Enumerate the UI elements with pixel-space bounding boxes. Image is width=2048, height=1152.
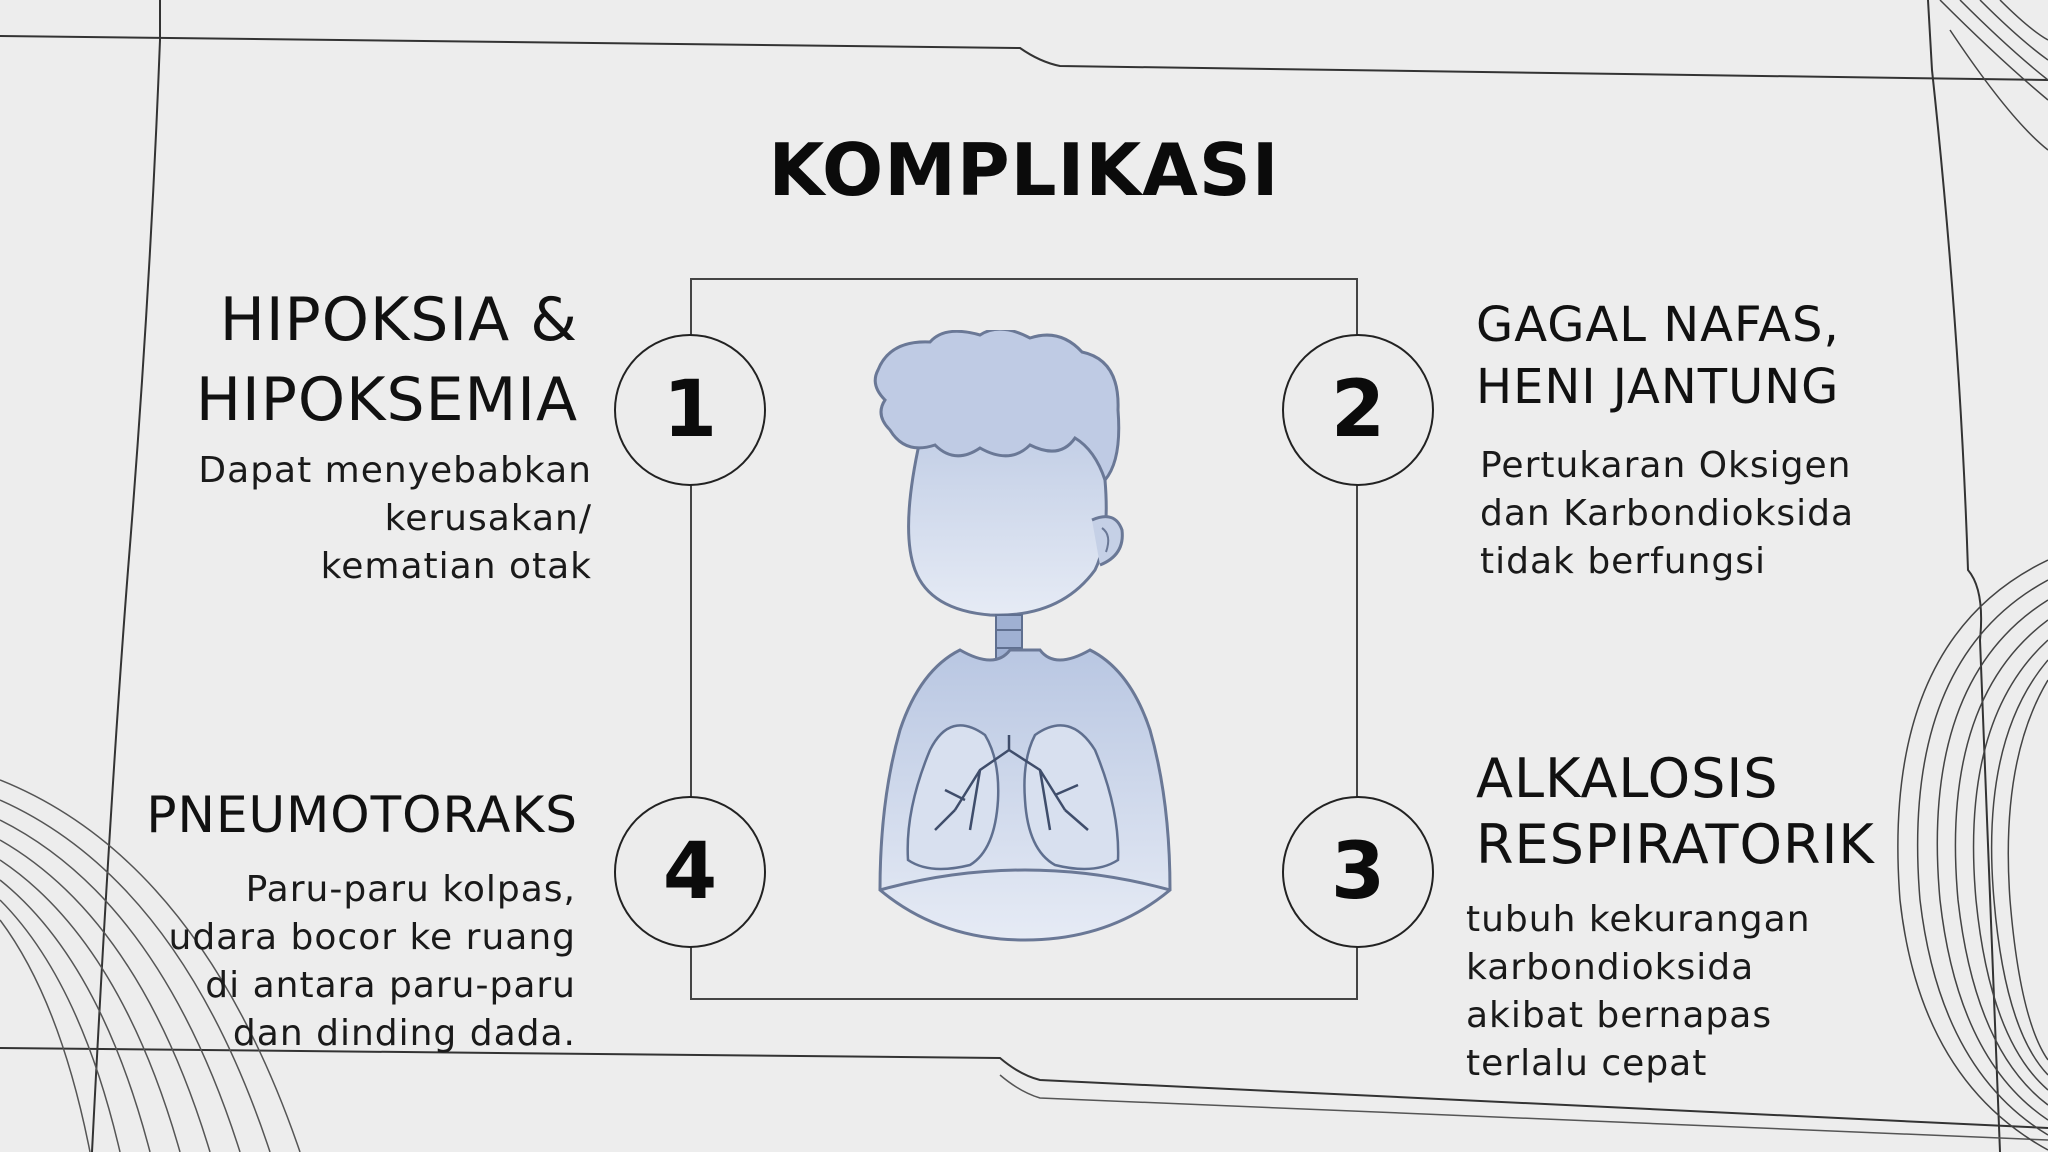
item-4-description-line: dan dinding dada. bbox=[232, 1013, 576, 1054]
number-circle-1: 1 bbox=[614, 334, 766, 486]
item-4-heading-line: PNEUMOTORAKS bbox=[146, 786, 578, 844]
item-1-description bbox=[100, 447, 592, 591]
item-3-description-line: terlalu cepat bbox=[1466, 1043, 1708, 1084]
head-lungs-illustration bbox=[860, 330, 1190, 950]
number-circle-3: 3 bbox=[1282, 796, 1434, 948]
page-title: KOMPLIKASI bbox=[768, 128, 1280, 212]
item-3-heading-line: ALKALOSIS bbox=[1476, 747, 1779, 810]
item-2-heading-line: GAGAL NAFAS, bbox=[1476, 297, 1840, 353]
item-3-heading bbox=[1476, 746, 2036, 878]
item-3-description-line: akibat bernapas bbox=[1466, 995, 1773, 1036]
item-4-heading bbox=[60, 782, 578, 848]
item-1-heading bbox=[100, 280, 578, 440]
item-2-heading bbox=[1476, 294, 2016, 418]
item-4-description-line: udara bocor ke ruang bbox=[168, 917, 576, 958]
item-1-heading-line: HIPOKSIA & bbox=[219, 285, 578, 355]
item-1-description-line: Dapat menyebabkan bbox=[198, 450, 592, 491]
head-icon bbox=[875, 330, 1122, 615]
item-2-description-line: dan Karbondioksida bbox=[1480, 493, 1855, 534]
item-1-description-line: kerusakan/ bbox=[384, 498, 592, 539]
item-4-description-line: Paru-paru kolpas, bbox=[245, 869, 576, 910]
item-3-description-line: tubuh kekurangan bbox=[1466, 899, 1811, 940]
item-1-heading-line: HIPOKSEMIA bbox=[195, 365, 578, 435]
item-3-description bbox=[1466, 896, 1986, 1088]
number-circle-4: 4 bbox=[614, 796, 766, 948]
item-1-description-line: kematian otak bbox=[320, 546, 592, 587]
item-2-description-line: Pertukaran Oksigen bbox=[1480, 445, 1852, 486]
item-2-description bbox=[1480, 442, 2000, 586]
item-3-heading-line: RESPIRATORIK bbox=[1476, 813, 1875, 876]
number-circle-2: 2 bbox=[1282, 334, 1434, 486]
item-2-description-line: tidak berfungsi bbox=[1480, 541, 1767, 582]
item-3-description-line: karbondioksida bbox=[1466, 947, 1755, 988]
item-4-description-line: di antara paru-paru bbox=[205, 965, 576, 1006]
item-2-heading-line: HENI JANTUNG bbox=[1476, 359, 1840, 415]
item-4-description bbox=[60, 866, 576, 1058]
